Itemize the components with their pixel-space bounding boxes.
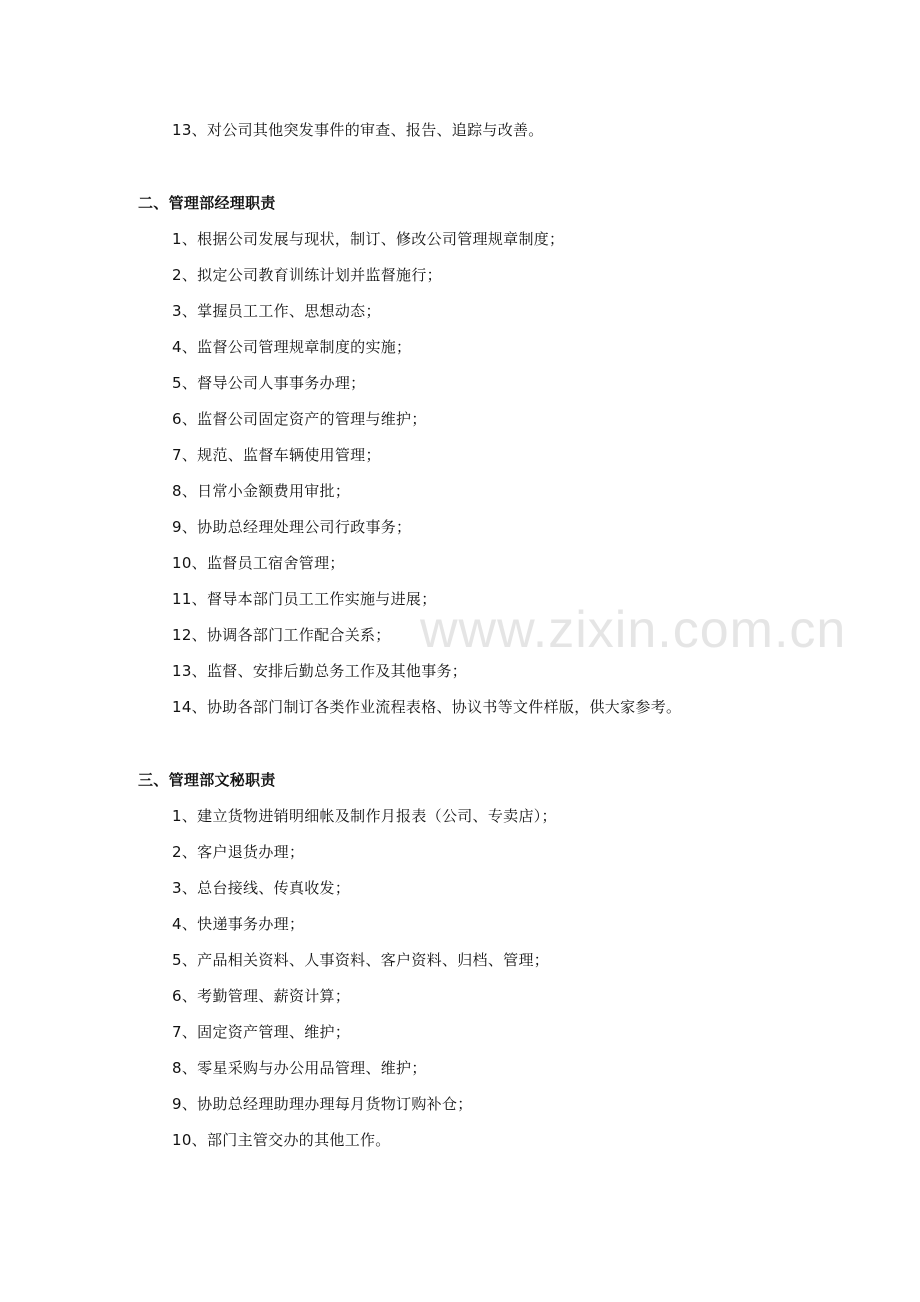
list-item: 1、建立货物进销明细帐及制作月报表（公司、专卖店）； bbox=[172, 807, 557, 825]
list-item: 9、协助总经理助理办理每月货物订购补仓； bbox=[172, 1095, 473, 1113]
list-item: 14、协助各部门制订各类作业流程表格、协议书等文件样版，供大家参考。 bbox=[172, 698, 682, 716]
list-item: 8、零星采购与办公用品管理、维护； bbox=[172, 1059, 427, 1077]
list-item: 13、监督、安排后勤总务工作及其他事务； bbox=[172, 662, 468, 680]
list-item: 8、日常小金额费用审批； bbox=[172, 482, 351, 500]
list-item: 10、监督员工宿舍管理； bbox=[172, 554, 345, 572]
list-item: 1、根据公司发展与现状，制订、修改公司管理规章制度； bbox=[172, 230, 565, 248]
section-heading: 三、管理部文秘职责 bbox=[138, 771, 276, 789]
list-item: 3、掌握员工工作、思想动态； bbox=[172, 302, 381, 320]
list-item: 4、监督公司管理规章制度的实施； bbox=[172, 338, 412, 356]
list-item: 2、客户退货办理； bbox=[172, 843, 305, 861]
list-item: 5、督导公司人事事务办理； bbox=[172, 374, 366, 392]
list-item: 2、拟定公司教育训练计划并监督施行； bbox=[172, 266, 442, 284]
list-item: 9、协助总经理处理公司行政事务； bbox=[172, 518, 412, 536]
list-item: 10、部门主管交办的其他工作。 bbox=[172, 1131, 391, 1149]
list-item: 5、产品相关资料、人事资料、客户资料、归档、管理； bbox=[172, 951, 550, 969]
watermark: www.zixin.com.cn bbox=[420, 601, 847, 659]
list-item: 6、考勤管理、薪资计算； bbox=[172, 987, 351, 1005]
list-item: 12、协调各部门工作配合关系； bbox=[172, 626, 391, 644]
list-item: 7、固定资产管理、维护； bbox=[172, 1023, 351, 1041]
list-item: 7、规范、监督车辆使用管理； bbox=[172, 446, 381, 464]
list-item: 4、快递事务办理； bbox=[172, 915, 305, 933]
list-item: 11、督导本部门员工工作实施与进展； bbox=[172, 590, 437, 608]
section-heading: 二、管理部经理职责 bbox=[138, 194, 276, 212]
list-item: 3、总台接线、传真收发； bbox=[172, 879, 351, 897]
list-item: 6、监督公司固定资产的管理与维护； bbox=[172, 410, 427, 428]
list-item: 13、对公司其他突发事件的审查、报告、追踪与改善。 bbox=[172, 121, 544, 139]
